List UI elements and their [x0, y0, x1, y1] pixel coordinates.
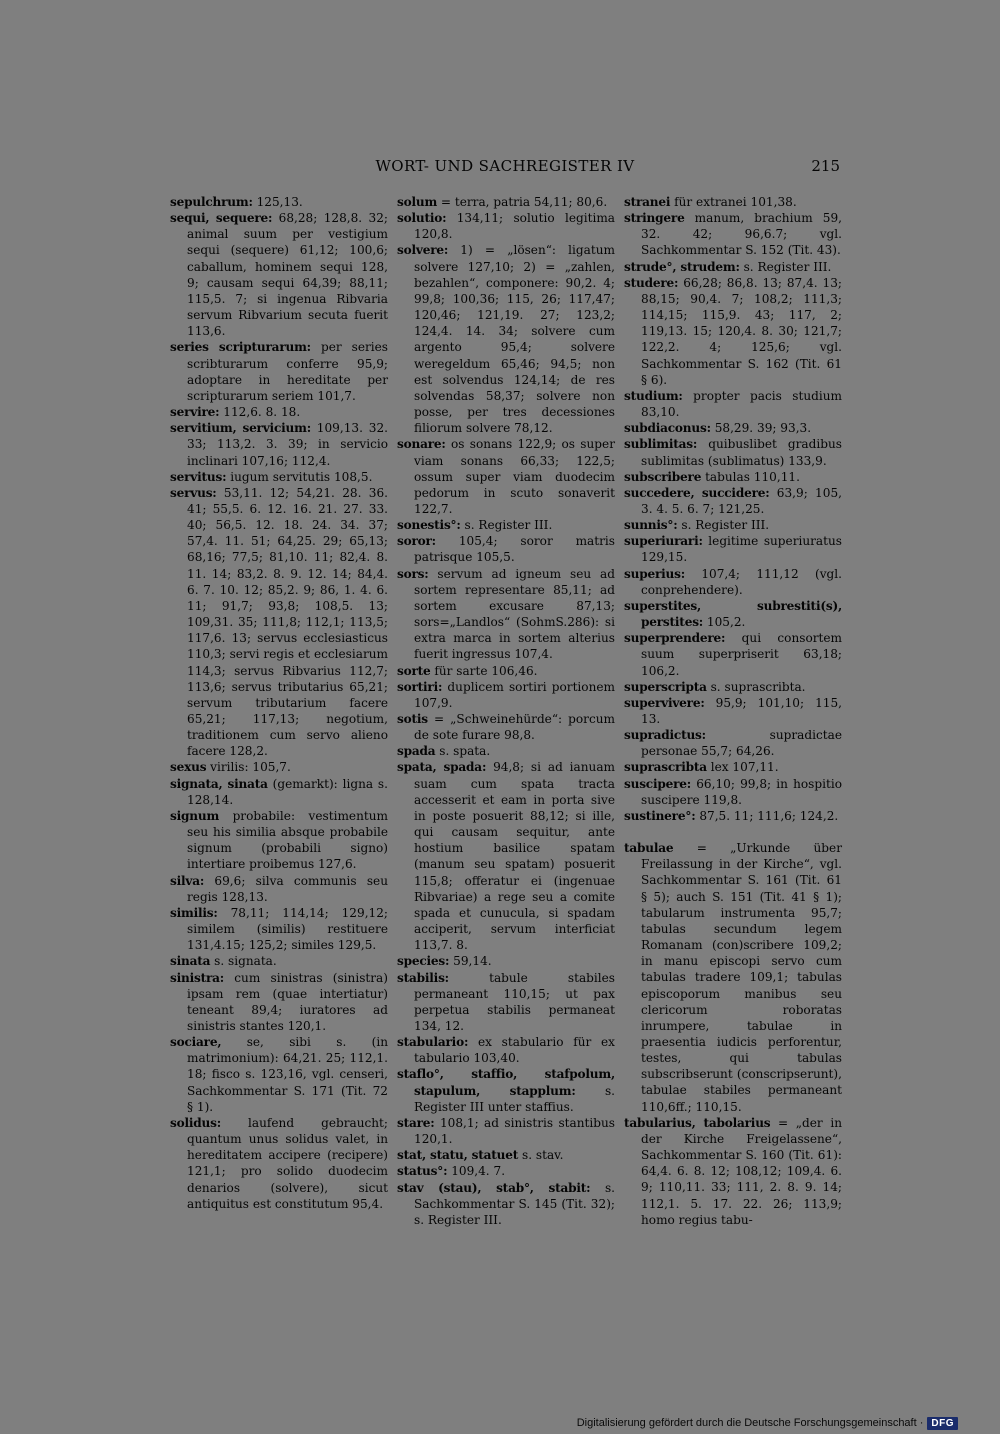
index-entry: [170, 776, 388, 808]
index-headword: silva:: [170, 873, 205, 888]
index-references: 66,28; 86,8. 13; 87,4. 13; 88,15; 90,4. 7; 108,2; 111,3; 114,15; 115,9. 43; 117, 2; 119,13. 15; 120,4. 8. 30; 121,7; 122,2. 4; 125,6; vgl. Sachkommentar S. 162 (Tit. 61 § 6).: [641, 275, 842, 387]
index-headword: series scripturarum:: [170, 340, 311, 355]
index-entry: [624, 533, 842, 565]
index-entry: [624, 679, 842, 695]
index-headword: solum: [397, 195, 438, 209]
index-entry: [624, 388, 842, 420]
index-references: 59,14.: [449, 954, 492, 969]
index-references: 108,1; ad sinistris stantibus 120,1.: [414, 1115, 615, 1147]
index-headword: sorte: [397, 663, 431, 678]
index-references: 1) = „lösen“: ligatum solvere 127,10; 2) = „zahlen, bezahlen“, componere: 90,2. 4; 99,8; 100,36; 115, 26; 117,47; 120,46; 121,19. 27; 123,2; 124,4. 14. 34; solvere cum argento 95,4; solvere weregeldum 65,46; 94,5; non est solvendus 124,14; de res solvendas 58,37; solvere non posse, per tres decessiones filiorum solvere 78,12.: [414, 243, 615, 436]
index-references: laufend gebraucht; quantum unus solidus valet, in hereditatem accipere (recipere) 121,1; pro solido duodecim denarios (solvere), sicut antiquitus est constitutum 95,4.: [187, 1115, 388, 1211]
index-references: s. Register III.: [739, 259, 832, 274]
index-entry: [170, 905, 388, 953]
index-entry: [397, 1066, 615, 1114]
index-headword: strude°, strudem:: [624, 259, 740, 274]
index-headword: sequi, sequere:: [170, 211, 273, 226]
index-entry: [624, 695, 842, 727]
index-references: supradictae personae 55,7; 64,26.: [641, 728, 842, 759]
index-entry: [624, 1115, 842, 1228]
index-references: tabule stabiles permaneant 110,15; ut pax perpetua stabilis permaneat 134, 12.: [414, 970, 615, 1033]
index-references: 125,13.: [252, 195, 303, 209]
index-entry: [624, 630, 842, 678]
index-headword: servus:: [170, 485, 217, 500]
index-references: 109,4. 7.: [447, 1164, 506, 1179]
index-headword: subscribere: [624, 469, 702, 484]
index-headword: sonare:: [397, 437, 446, 452]
index-headword: stabulario:: [397, 1035, 469, 1050]
index-headword: sustinere°:: [624, 808, 696, 823]
index-entry: [170, 194, 388, 210]
index-references: lex 107,11.: [706, 760, 779, 775]
index-references: 94,8; si ad ianuam suam cum spata tracta accesserit et eam in porta sive in poste posuerit 88,12; si ille, qui causam sequitur, ante hostium basilice spatam (manum seu spatam) posuerit 115,8; offeratur ei (ingenuae Ribvariae) a rege seu a comite spada et cunucula, si spadam acciperit, servum interficiat 113,7. 8.: [414, 760, 615, 953]
index-entry: [624, 808, 842, 824]
index-headword: servire:: [170, 405, 220, 420]
index-headword: sunnis°:: [624, 518, 678, 533]
index-references: 66,10; 99,8; in hospitio suscipere 119,8.: [641, 776, 842, 807]
index-references: 107,4; 111,12 (vgl. conprehendere).: [641, 566, 842, 597]
index-column-2: [397, 194, 615, 1254]
index-entry: [397, 436, 615, 517]
index-references: s. Sachkommentar S. 145 (Tit. 32); s. Register III.: [414, 1180, 615, 1227]
index-column-1: [170, 194, 388, 1254]
index-headword: sortiri:: [397, 679, 443, 694]
index-entry: [170, 210, 388, 339]
index-entry: [624, 598, 842, 630]
index-headword: superiurari:: [624, 534, 703, 549]
index-references: 58,29. 39; 93,3.: [710, 421, 812, 436]
index-entry: [170, 873, 388, 905]
index-entry: [624, 469, 842, 485]
index-references: legitime superiuratus 129,15.: [641, 534, 842, 565]
index-entry: [397, 1180, 615, 1228]
index-entry: [624, 275, 842, 388]
index-headword: supervivere:: [624, 695, 705, 710]
index-headword: signata, sinata: [170, 776, 268, 791]
index-headword: superprendere:: [624, 631, 726, 646]
index-headword: suscipere:: [624, 776, 692, 791]
index-headword: solidus:: [170, 1115, 221, 1130]
index-entry: [624, 759, 842, 775]
index-headword: solutio:: [397, 211, 447, 226]
index-headword: stare:: [397, 1115, 435, 1130]
index-entry: [397, 679, 615, 711]
index-references: tabulas 110,11.: [701, 469, 800, 484]
index-entry: [397, 194, 615, 210]
index-headword: sonestis°:: [397, 518, 461, 533]
index-references: per series scribturarum conferre 95,9; adoptare in hereditate per scripturarum seriem 101,7.: [187, 340, 388, 403]
index-entry: [397, 743, 615, 759]
index-headword: servitium, servicium:: [170, 421, 311, 436]
index-headword: staflo°, staffio, stafpolum, stapulum, stapplum:: [397, 1067, 615, 1098]
index-references: propter pacis studium 83,10.: [641, 388, 842, 420]
index-headword: sublimitas:: [624, 437, 698, 452]
index-headword: studere:: [624, 275, 679, 290]
index-references: für extranei 101,38.: [670, 195, 797, 209]
index-references: duplicem sortiri portionem 107,9.: [414, 679, 615, 710]
index-entry: [397, 517, 615, 533]
index-references: = „Schweinehürde“: porcum de sote furare 98,8.: [414, 712, 615, 743]
index-references: = terra, patria 54,11; 80,6.: [437, 195, 608, 209]
index-headword: superscripta: [624, 679, 707, 694]
index-headword: solvere:: [397, 243, 449, 258]
index-headword: status°:: [397, 1164, 448, 1179]
index-references: cum sinistras (sinistra) ipsam rem (quae intertiatur) teneant 89,4; iuratores ad sinistris stantes 120,1.: [187, 970, 388, 1033]
index-references: = „der in der Kirche Freigelassene“, Sachkommentar S. 160 (Tit. 61): 64,4. 6. 8. 12; 108,12; 109,4. 6. 9; 110,11. 33; 111, 2. 8. 9. 14; 112,1. 5. 17. 22. 26; 113,9; homo regius tabu-: [641, 1115, 842, 1227]
index-headword: signum: [170, 808, 220, 823]
index-headword: soror:: [397, 534, 436, 549]
index-headword: stav (stau), stab°, stabit:: [397, 1180, 591, 1195]
index-entry: [397, 759, 615, 953]
index-entry: [170, 469, 388, 485]
index-entry: [170, 339, 388, 404]
index-headword: servitus:: [170, 469, 227, 484]
index-entry: [170, 759, 388, 775]
index-headword: tabulae: [624, 841, 674, 856]
index-entry: [170, 1034, 388, 1115]
index-references: s. Register III unter staffius.: [414, 1083, 615, 1114]
index-headword: sotis: [397, 712, 428, 726]
index-headword: stringere: [624, 211, 685, 226]
index-references: (gemarkt): ligna s. 128,14.: [187, 776, 388, 807]
index-references: 78,11; 114,14; 129,12; similem (similis) restituere 131,4.15; 125,2; similes 129,5.: [187, 905, 388, 953]
index-references: os sonans 122,9; os super viam sonans 66,33; 122,5; ossum super viam duodecim pedorum in scuto sonaverit 122,7.: [414, 437, 615, 516]
index-references: 134,11; solutio legitima 120,8.: [414, 211, 615, 242]
index-entry: [170, 953, 388, 969]
index-references: 63,9; 105, 3. 4. 5. 6. 7; 121,25.: [641, 485, 842, 516]
index-references: ex stabulario für ex tabulario 103,40.: [414, 1035, 615, 1066]
index-entry: [624, 436, 842, 468]
page-header: [170, 157, 840, 177]
index-headword: subdiaconus:: [624, 421, 711, 436]
index-entry: [397, 663, 615, 679]
index-references: s. signata.: [210, 954, 277, 969]
index-references: 95,9; 101,10; 115, 13.: [641, 695, 842, 726]
index-headword: spada: [397, 744, 436, 759]
index-headword: stranei: [624, 195, 671, 209]
index-headword: suprascribta: [624, 760, 707, 775]
index-references: manum, brachium 59, 32. 42; 96,6.7; vgl. Sachkommentar S. 152 (Tit. 43).: [641, 211, 842, 258]
index-headword: succedere, succidere:: [624, 485, 770, 500]
index-entry: [397, 242, 615, 436]
index-entry: [170, 420, 388, 468]
index-entry: [397, 1147, 615, 1163]
index-references: 109,13. 32. 33; 113,2. 3. 39; in servicio inclinari 107,16; 112,4.: [187, 421, 388, 468]
index-references: s. spata.: [435, 744, 491, 759]
index-entry: [624, 210, 842, 258]
index-entry: [397, 970, 615, 1035]
index-references: probabile: vestimentum seu his similia absque probabile signum (probabili signo) intertiare proibemus 127,6.: [187, 808, 388, 872]
index-headword: tabularius, tabolarius: [624, 1115, 771, 1130]
index-headword: sinistra:: [170, 970, 225, 985]
index-references: s. Register III.: [677, 518, 770, 533]
index-entry: [397, 210, 615, 242]
index-references: se, sibi s. (in matrimonium): 64,21. 25; 112,1. 18; fisco s. 123,16, vgl. censeri, Sachkommentar S. 171 (Tit. 72 § 1).: [187, 1035, 388, 1114]
index-references: 112,6. 8. 18.: [219, 405, 301, 420]
index-headword: sepulchrum:: [170, 195, 253, 209]
index-entry: [624, 727, 842, 759]
index-references: = „Urkunde über Freilassung in der Kirche“, vgl. Sachkommentar S. 161 (Tit. 61 § 5); auch S. 151 (Tit. 41 § 1); tabularum instrumenta 95,7; tabulas secundum legem Romanam (con)scribere 109,2; in manu episcopi servo cum tabulas tradere 109,1; tabulas episcoporum manibus seu clericorum roboratas inrumpere, tabulae in praesentia iudicis perforentur, testes, qui tabulas subscribserunt (conscripserunt), tabulae stabiles permaneant 110,6ff.; 110,15.: [641, 841, 842, 1114]
index-entry: [397, 953, 615, 969]
index-references: 105,4; soror matris patrisque 105,5.: [414, 534, 615, 565]
index-entry: [170, 808, 388, 873]
index-entry: [624, 566, 842, 598]
index-column-3: [624, 194, 842, 1254]
index-entry: [170, 404, 388, 420]
index-headword: similis:: [170, 905, 218, 920]
index-references: quibuslibet gradibus sublimitas (sublimatus) 133,9.: [641, 437, 842, 468]
index-headword: sociare,: [170, 1035, 222, 1050]
index-headword: stat, statu, statuet: [397, 1148, 519, 1163]
index-headword: stabilis:: [397, 970, 449, 985]
index-entry: [170, 1115, 388, 1212]
index-entry: [624, 776, 842, 808]
index-references: servum ad igneum seu ad sortem representare 85,11; ad sortem excusare 87,13; sors=„Landlos“ (SohmS.286): si extra marca in sortem alterius fuerit ingressus 107,4.: [414, 566, 615, 662]
index-references: 105,2.: [703, 615, 746, 630]
index-headword: superstites, subrestiti(s), perstites:: [624, 598, 842, 630]
index-entry: [397, 1115, 615, 1147]
index-headword: supradictus:: [624, 728, 706, 743]
footer: [577, 1414, 958, 1432]
index-references: iugum servitutis 108,5.: [226, 469, 373, 484]
dfg-logo: DFG: [927, 1417, 958, 1430]
index-entry: [624, 517, 842, 533]
index-references: virilis: 105,7.: [206, 760, 291, 775]
index-entry: [397, 566, 615, 663]
index-headword: sors:: [397, 566, 429, 581]
index-entry: [397, 1034, 615, 1066]
index-entry: [624, 485, 842, 517]
index-entry: [397, 711, 615, 743]
index-entry: [624, 840, 842, 1115]
index-headword: sinata: [170, 954, 211, 969]
index-references: s. suprascribta.: [706, 679, 806, 694]
index-references: s. stav.: [518, 1148, 564, 1163]
index-references: für sarte 106,46.: [430, 663, 538, 678]
funding-note: Digitalisierung gefördert durch die Deutsche Forschungsgemeinschaft ·: [576, 1417, 924, 1429]
index-entry: [624, 420, 842, 436]
index-entry: [624, 259, 842, 275]
index-entry: [624, 194, 842, 210]
index-entry: [170, 970, 388, 1035]
index-headword: sexus: [170, 760, 207, 775]
index-headword: studium:: [624, 388, 683, 403]
index-headword: species:: [397, 954, 450, 969]
running-title: WORT- UND SACHREGISTER IV: [375, 157, 635, 175]
index-headword: superius:: [624, 566, 685, 581]
index-references: 53,11. 12; 54,21. 28. 36. 41; 55,5. 6. 12. 16. 21. 27. 33. 40; 56,5. 12. 18. 24. 34. 37; 57,4. 11. 51; 64,25. 29; 65,13; 68,16; 77,5; 81,10. 11; 82,4. 8. 11. 14; 83,2. 8. 9. 12. 14; 84,4. 6. 7. 10. 12; 85,2. 9; 86, 1. 4. 6. 11; 91,7; 93,8; 108,5. 13; 109,31. 35; 111,8; 112,1; 113,5; 117,6. 13; servus ecclesiasticus 110,3; servi regis et ecclesiarum 114,3; servus Ribvarius 112,7; 113,6; servus tributarius 65,21; servum tributarium facere 65,21; 117,13; negotium, traditionem cum servo alieno facere 128,2.: [187, 485, 388, 759]
index-references: 87,5. 11; 111,6; 124,2.: [695, 808, 839, 823]
index-references: 68,28; 128,8. 32; animal suum per vestigium sequi (sequere) 61,12; 100,6; caballum, hominem sequi 128, 9; causam sequi 64,39; 88,11; 115,5. 7; si ingenua Ribvaria servum Ribvarium secuta fuerit 113,6.: [187, 211, 388, 339]
index-references: 69,6; silva communis seu regis 128,13.: [187, 873, 388, 904]
index-entry: [397, 1163, 615, 1179]
index-headword: spata, spada:: [397, 760, 487, 775]
index-entry: [170, 485, 388, 760]
index-entry: [397, 533, 615, 565]
index-references: s. Register III.: [460, 518, 553, 533]
index-references: qui consortem suum superpriserit 63,18; 106,2.: [641, 631, 842, 678]
page-number: 215: [811, 157, 840, 175]
